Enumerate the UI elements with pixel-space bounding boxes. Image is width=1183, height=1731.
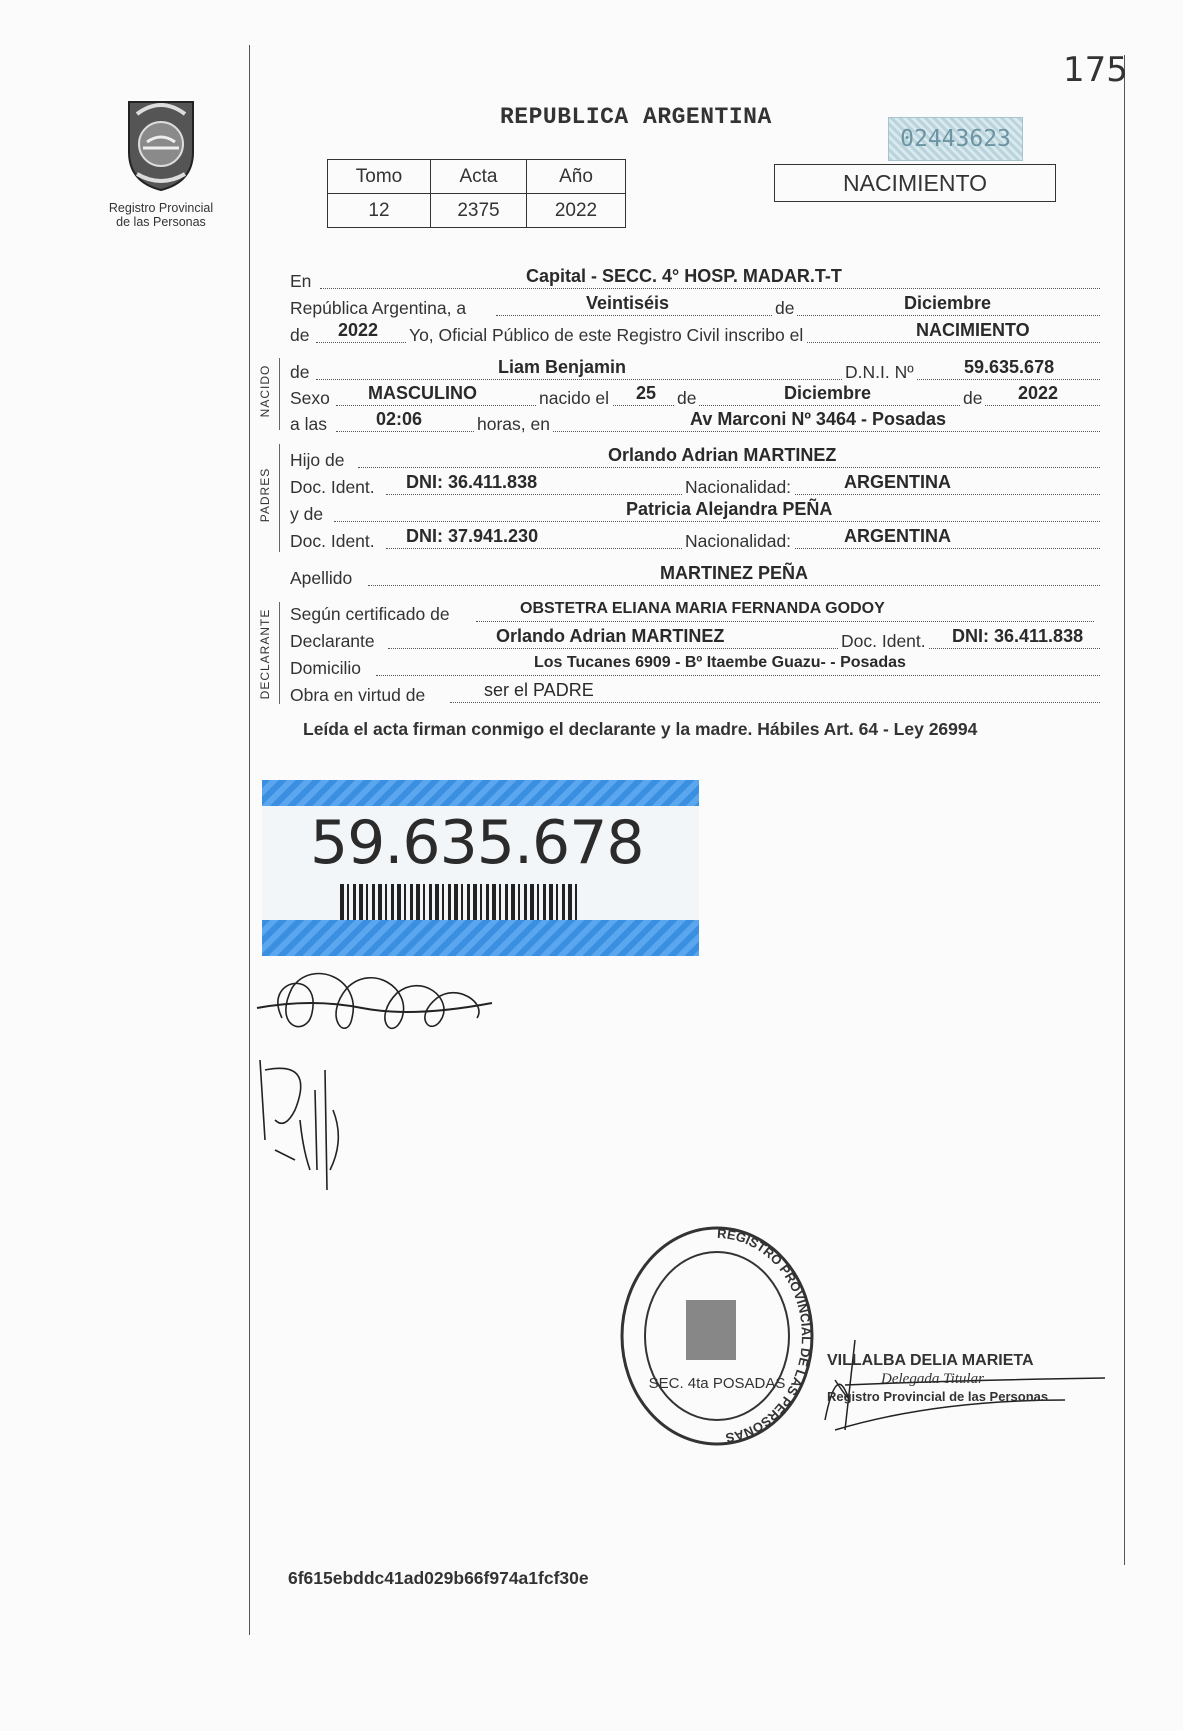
left-margin-line	[249, 45, 250, 1635]
intro-line-3	[290, 320, 1100, 347]
tomo-acta-table	[327, 159, 626, 228]
birth-de-label-2: de	[960, 386, 985, 410]
dni-sticker-number: 59.635.678	[310, 808, 644, 878]
padres-line-4	[290, 526, 1100, 553]
dni-band-bottom	[262, 920, 699, 956]
logo-caption-line-1: Registro Provincial	[108, 201, 214, 215]
birth-year: 2022	[1018, 383, 1059, 403]
mother-signature-icon	[255, 1050, 365, 1200]
father-nationality-label: Nacionalidad:	[682, 475, 794, 499]
dni-sticker	[262, 780, 699, 956]
table-value-acta: 2375	[431, 194, 527, 228]
padres-line-3	[290, 499, 1100, 526]
registration-month: Diciembre	[904, 293, 992, 313]
mother-nationality-label: Nacionalidad:	[682, 529, 794, 553]
a-las-label: a las	[290, 414, 327, 434]
certificate-issuer: OBSTETRA ELIANA MARIA FERNANDA GODOY	[520, 600, 885, 617]
table-header-anio: Año	[527, 160, 626, 194]
province-seal-icon	[111, 92, 211, 192]
serial-number: 02443623	[888, 117, 1023, 161]
child-name: Liam Benjamin	[498, 357, 627, 377]
birth-time: 02:06	[376, 409, 423, 429]
padres-section-label: PADRES	[258, 467, 272, 523]
official-stamp-icon	[612, 1218, 822, 1448]
father-doc: DNI: 36.411.838	[406, 472, 538, 492]
obra-reason: ser el PADRE	[484, 680, 594, 700]
de-label-2: de	[290, 325, 310, 345]
birth-day: 25	[636, 383, 657, 403]
domicilio-label: Domicilio	[290, 658, 361, 678]
apellido-label: Apellido	[290, 568, 353, 588]
official-role: Delegada Titular	[881, 1371, 984, 1387]
table-value-tomo: 12	[328, 194, 431, 228]
declarante-line-3	[290, 656, 1100, 680]
table-value-anio: 2022	[527, 194, 626, 228]
declarante-label: Declarante	[290, 631, 375, 651]
declarante-line-1	[290, 602, 1100, 626]
official-office: Registro Provincial de las Personas	[827, 1389, 1049, 1404]
apellido-line	[290, 563, 1100, 590]
birth-month: Diciembre	[784, 383, 872, 403]
birth-de-label: de	[674, 386, 699, 410]
document-hash: 6f615ebddc41ad029b66f974a1fcf30e	[288, 1568, 589, 1588]
act-type: NACIMIENTO	[916, 320, 1030, 340]
father-nationality: ARGENTINA	[844, 472, 951, 492]
oficial-text: Yo, Oficial Público de este Registro Civil inscribo el	[406, 323, 806, 347]
nacido-section-label: NACIDO	[258, 364, 272, 418]
dni-label: D.N.I. Nº	[842, 360, 917, 384]
en-label: En	[290, 271, 312, 291]
obra-label: Obra en virtud de	[290, 685, 426, 705]
child-dni: 59.635.678	[964, 357, 1055, 377]
mother-doc: DNI: 37.941.230	[406, 526, 539, 546]
certificado-label: Según certificado de	[290, 604, 450, 624]
mother-doc-label: Doc. Ident.	[290, 531, 375, 551]
child-sex: MASCULINO	[368, 383, 477, 403]
declarant-address: Los Tucanes 6909 - Bº Itaembe Guazu- - Posadas	[534, 654, 906, 671]
birth-place: Av Marconi Nº 3464 - Posadas	[690, 409, 947, 429]
barcode-icon	[340, 884, 580, 922]
stamp-center-text: SEC. 4ta POSADAS	[648, 1375, 786, 1392]
surname: MARTINEZ PEÑA	[660, 563, 808, 583]
declarant-doc: DNI: 36.411.838	[952, 626, 1084, 646]
official-signature-block	[827, 1352, 1048, 1406]
page-number: 175	[1063, 50, 1128, 90]
declarante-section-label: DECLARANTE	[258, 608, 272, 700]
mother-name: Patricia Alejandra PEÑA	[626, 499, 833, 519]
registration-day: Veintiséis	[586, 293, 670, 313]
closing-notice: Leída el acta firman conmigo el declarante y la madre. Hábiles Art. 64 - Ley 26994	[303, 719, 978, 739]
nacido-el-label: nacido el	[536, 386, 612, 410]
hijo-de-label: Hijo de	[290, 450, 345, 470]
padres-line-1	[290, 445, 1100, 472]
declarante-line-2	[290, 626, 1100, 653]
declarant-signature-icon	[252, 958, 502, 1048]
nacido-line-3	[290, 409, 1100, 436]
table-header-tomo: Tomo	[328, 160, 431, 194]
registry-place: Capital - SECC. 4° HOSP. MADAR.T-T	[526, 266, 842, 286]
sexo-label: Sexo	[290, 388, 330, 408]
y-de-label: y de	[290, 504, 324, 524]
father-doc-label: Doc. Ident.	[290, 477, 375, 497]
document-type-box: NACIMIENTO	[774, 164, 1056, 202]
republica-label: República Argentina, a	[290, 298, 467, 318]
intro-line-1	[290, 266, 1100, 293]
father-name: Orlando Adrian MARTINEZ	[608, 445, 837, 465]
table-header-acta: Acta	[431, 160, 527, 194]
padres-line-2	[290, 472, 1100, 499]
declarant-name: Orlando Adrian MARTINEZ	[496, 626, 725, 646]
official-name: VILLALBA DELIA MARIETA	[827, 1352, 1034, 1369]
nacido-de-label: de	[290, 362, 310, 382]
registry-logo	[96, 92, 226, 229]
right-margin-line	[1124, 55, 1125, 1565]
document-title: REPUBLICA ARGENTINA	[500, 104, 772, 130]
stamp-ring-text: REGISTRO PROVINCIAL DE LAS PERSONAS	[716, 1225, 815, 1446]
declarant-doc-label: Doc. Ident.	[838, 629, 929, 653]
registration-year: 2022	[338, 320, 379, 340]
horas-label: horas, en	[474, 412, 553, 436]
intro-line-2	[290, 293, 1100, 320]
declarante-line-4	[290, 680, 1100, 707]
dni-band-top	[262, 780, 699, 806]
logo-caption-line-2: de las Personas	[116, 215, 206, 229]
mother-nationality: ARGENTINA	[844, 526, 951, 546]
de-label: de	[772, 296, 797, 320]
